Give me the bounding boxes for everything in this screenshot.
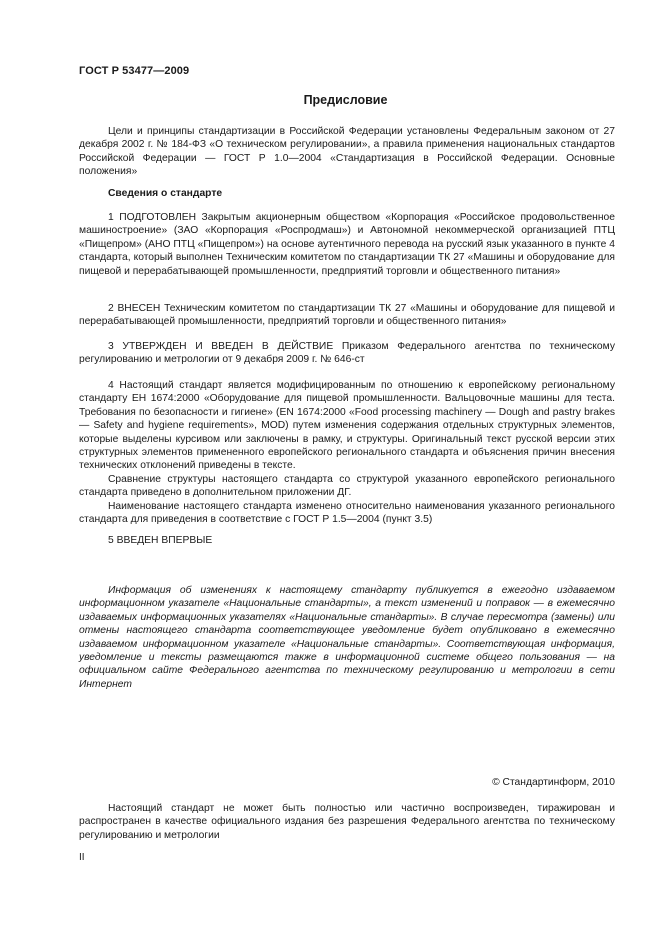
- item-5-text: 5 ВВЕДЕН ВПЕРВЫЕ: [108, 535, 213, 546]
- item-3-text: 3 УТВЕРЖДЕН И ВВЕДЕН В ДЕЙСТВИЕ Приказом Федерального агентства по техническому регулированию и метрологии от 9 декабря 2009 г. № 646-ст: [79, 341, 615, 366]
- page-title: Предисловие: [303, 93, 388, 107]
- item-4: [79, 379, 615, 526]
- page-number: II: [79, 852, 85, 863]
- item-1-text: 1 ПОДГОТОВЛЕН Закрытым акционерным обществом «Корпорация «Российское продовольственное машиностроение» (ЗАО «Корпорация «Роспродмаш») и Автономной некоммерческой организацией ПТЦ «Пищепром» (АНО ПТЦ «Пищепром») на основе аутентичного перевода на русский язык указанного в пункте 4 стандарта, который выполнен Техническим комитетом по стандартизации ТК 27 «Машины и оборудование для пищевой и перерабатывающей промышленности, предприятий торговли и общественного питания»: [79, 212, 615, 277]
- reproduction-notice-text: Настоящий стандарт не может быть полностью или частично воспроизведен, тиражирован и распространен в качестве официального издания без разрешения Федерального агентства по техническому регулированию и метрологии: [79, 803, 615, 841]
- item-4-paragraph-2: Сравнение структуры настоящего стандарта со структурой указанного европейского регионального стандарта приведено в дополнительном приложении ДГ.: [79, 473, 615, 499]
- item-4-paragraph-1: 4 Настоящий стандарт является модифицированным по отношению к европейскому региональному стандарту ЕН 1674:2000 «Оборудование для пищевой промышленности. Вальцовочные машины для теста. Требования по безопасности и гигиене» (EN 1674:2000 «Food processing machinery — Dough and pastry brakes — Safety and hygiene requirements», MOD) путем изменения содержания отдельных структурных элементов, которые выделены курсивом или заключены в рамку, и структуры. Оригинальный текст русской версии этих структурных элементов примененного европейского регионального стандарта и объяснения причин внесения технических отклонений приведены в тексте.: [79, 380, 615, 472]
- item-1: [79, 211, 615, 278]
- section-heading: Сведения о стандарте: [108, 188, 223, 199]
- copyright: © Стандартинформ, 2010: [492, 777, 615, 788]
- standard-number: ГОСТ Р 53477—2009: [79, 65, 190, 77]
- item-3: [79, 340, 615, 367]
- changes-notice-text: Информация об изменениях к настоящему стандарту публикуется в ежегодно издаваемом информационном указателе «Национальные стандарты», а текст изменений и поправок — в ежемесячно издаваемых информационных указателях «Национальные стандарты». В случае пересмотра (замены) или отмены настоящего стандарта соответствующее уведомление будет опубликовано в ежемесячно издаваемом информационном указателе «Национальные стандарты». Соответствующая информация, уведомление и тексты размещаются также в информационной системе общего пользования — на официальном сайте Федерального агентства по техническому регулированию и метрологии в сети Интернет: [79, 585, 615, 690]
- item-2-text: 2 ВНЕСЕН Техническим комитетом по стандартизации ТК 27 «Машины и оборудование для пищевой и перерабатывающей промышленности, предприятий торговли и общественного питания»: [79, 303, 615, 328]
- changes-notice: [79, 584, 615, 691]
- item-4-paragraph-3: Наименование настоящего стандарта изменено относительно наименования указанного регионального стандарта для приведения в соответствие с ГОСТ Р 1.5—2004 (пункт 3.5): [79, 500, 615, 526]
- item-5: [79, 534, 615, 547]
- reproduction-notice: [79, 802, 615, 842]
- intro-section: [79, 125, 615, 179]
- item-2: [79, 302, 615, 329]
- intro-paragraph: Цели и принципы стандартизации в Российской Федерации установлены Федеральным законом от 27 декабря 2002 г. № 184-ФЗ «О техническом регулировании», а правила применения национальных стандартов Российской Федерации — ГОСТ Р 1.0—2004 «Стандартизация в Российской Федерации. Основные положения»: [79, 126, 615, 178]
